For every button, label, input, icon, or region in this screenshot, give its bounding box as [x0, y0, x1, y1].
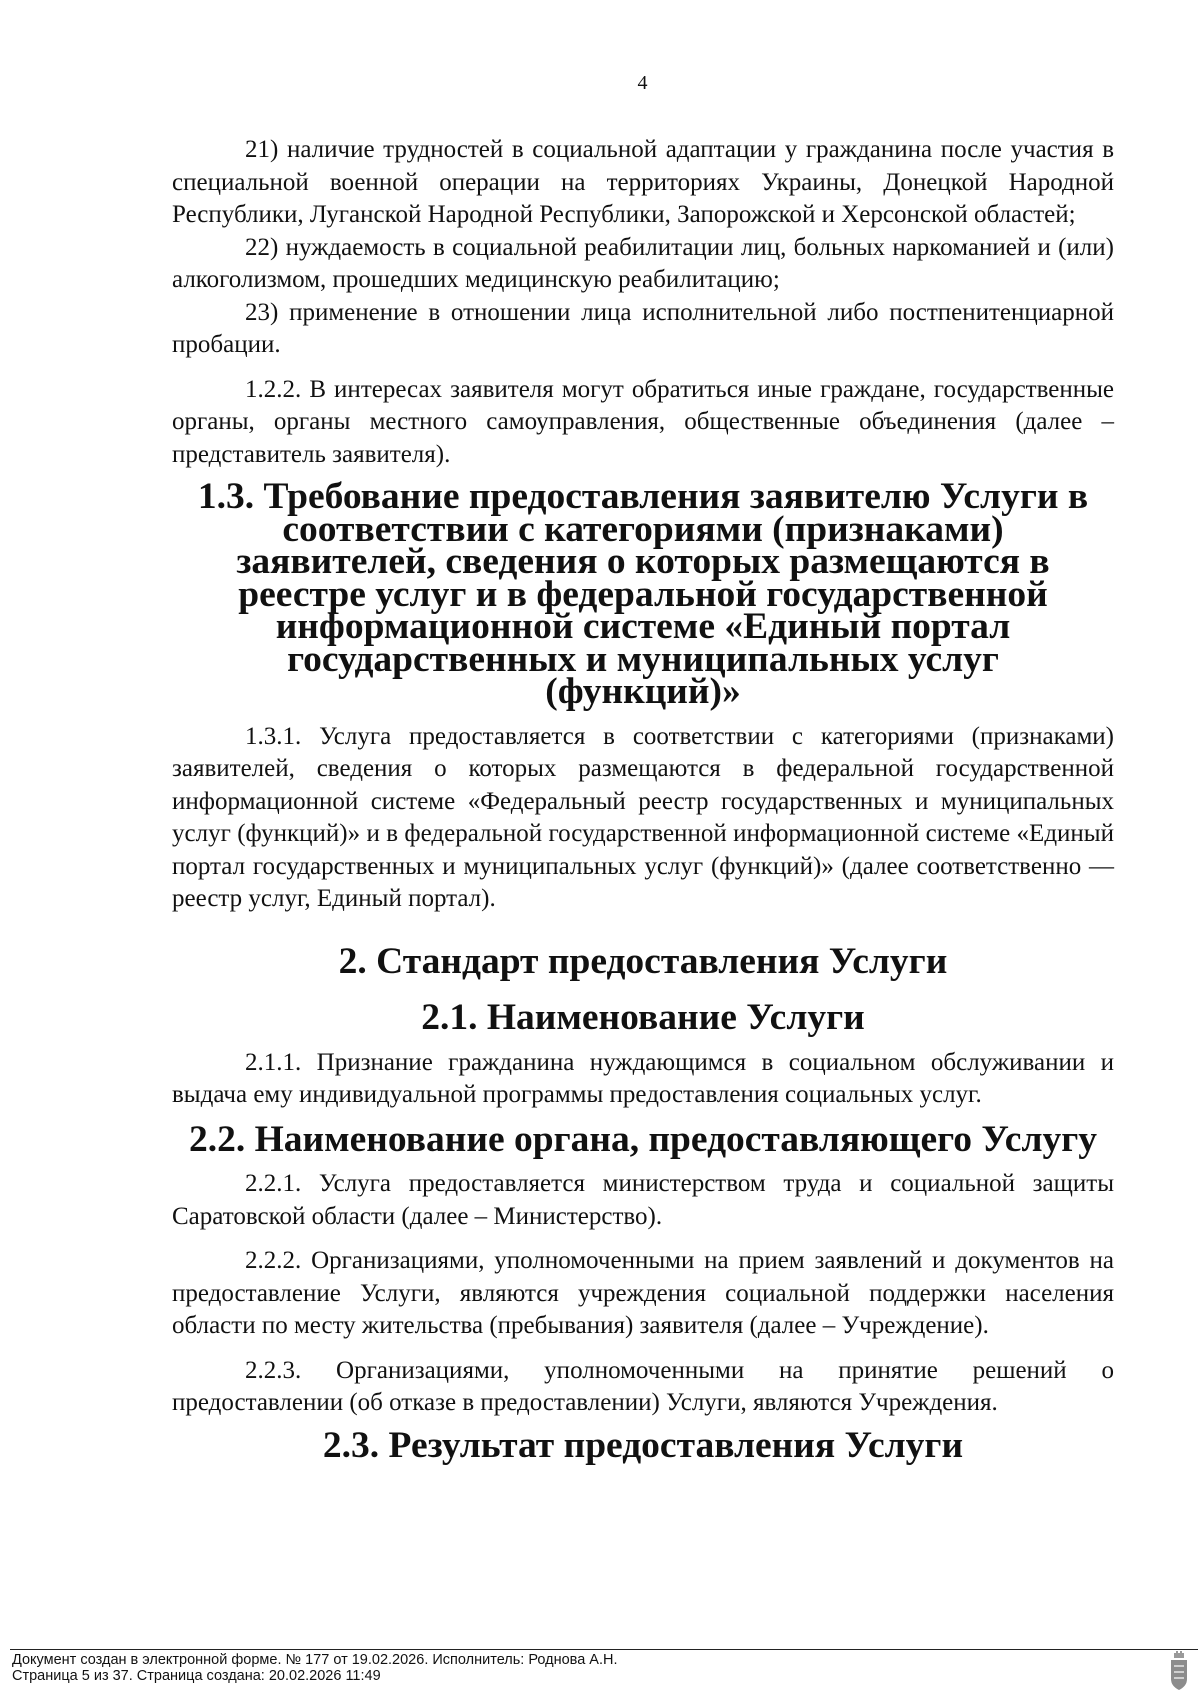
page-number: 4	[637, 72, 648, 94]
paragraph-2-2-2: 2.2.2. Организациями, уполномоченными на прием заявлений и документов на предоставление Услуги, являются учреждения социальной поддержки населения области по месту жительства (пребывания) заявителя (далее – Учреждение).	[172, 1247, 1114, 1339]
paragraph-item-23: 23) применение в отношении лица исполнительной либо постпенитенциарной пробации.	[172, 298, 1114, 358]
footer-line-2: Страница 5 из 37. Страница создана: 20.02.2026 11:49	[12, 1668, 381, 1684]
heading-2-1: 2.1. Наименование Услуги	[421, 997, 865, 1038]
footer-text	[12, 1652, 618, 1684]
document-footer	[0, 1637, 1200, 1698]
heading-2-3: 2.3. Результат предоставления Услуги	[322, 1424, 964, 1466]
heading-2-2: 2.2. Наименование органа, предоставляющего Услугу	[188, 1118, 1098, 1160]
paragraph-2-1-1: 2.1.1. Признание гражданина нуждающимся в социальном обслуживании и выдача ему индивидуальной программы предоставления социальных услуг.	[172, 1048, 1114, 1108]
coat-of-arms-icon	[1168, 1651, 1190, 1691]
paragraph-1-2-2: 1.2.2. В интересах заявителя могут обратиться иные граждане, государственные органы, органы местного самоуправления, общественные объединения (далее – представитель заявителя).	[172, 375, 1114, 468]
paragraph-2-2-1: 2.2.1. Услуга предоставляется министерством труда и социальной защиты Саратовской области (далее – Министерство).	[172, 1170, 1114, 1230]
document-body	[172, 134, 1114, 1466]
footer-line-1: Документ создан в электронной форме. № 177 от 19.02.2026. Исполнитель: Роднова А.Н.	[12, 1652, 618, 1668]
paragraph-item-22: 22) нуждаемость в социальной реабилитации лиц, больных наркоманией и (или) алкоголизмом, прошедших медицинскую реабилитацию;	[172, 233, 1114, 293]
paragraph-2-2-3: 2.2.3. Организациями, уполномоченными на принятие решений о предоставлении (об отказе в предоставлении) Услуги, являются Учреждения.	[172, 1356, 1114, 1416]
paragraph-1-3-1: 1.3.1. Услуга предоставляется в соответствии с категориями (признаками) заявителей, сведения о которых размещаются в федеральной государственной информационной системе «Федеральный реестр государственных и муниципальных услуг (функций)» и в федеральной государственной информационной системе «Единый портал государственных и муниципальных услуг (функций)» (далее соответственно — реестр услуг, Единый портал).	[172, 722, 1114, 912]
heading-2: 2. Стандарт предоставления Услуги	[338, 940, 948, 982]
footer-divider	[10, 1649, 1198, 1650]
heading-1-3: 1.3. Требование предоставления заявителю Услуги в соответствии с категориями (признаками) заявителей, сведения о которых размещаются в реестре услуг и в федеральной государственной информационной системе «Единый портал государственных и муниципальных услуг (функций)»	[197, 476, 1089, 712]
paragraph-item-21: 21) наличие трудностей в социальной адаптации у гражданина после участия в специальной военной операции на территориях Украины, Донецкой Народной Республики, Луганской Народной Республики, Запорожской и Херсонской областей;	[172, 136, 1114, 228]
